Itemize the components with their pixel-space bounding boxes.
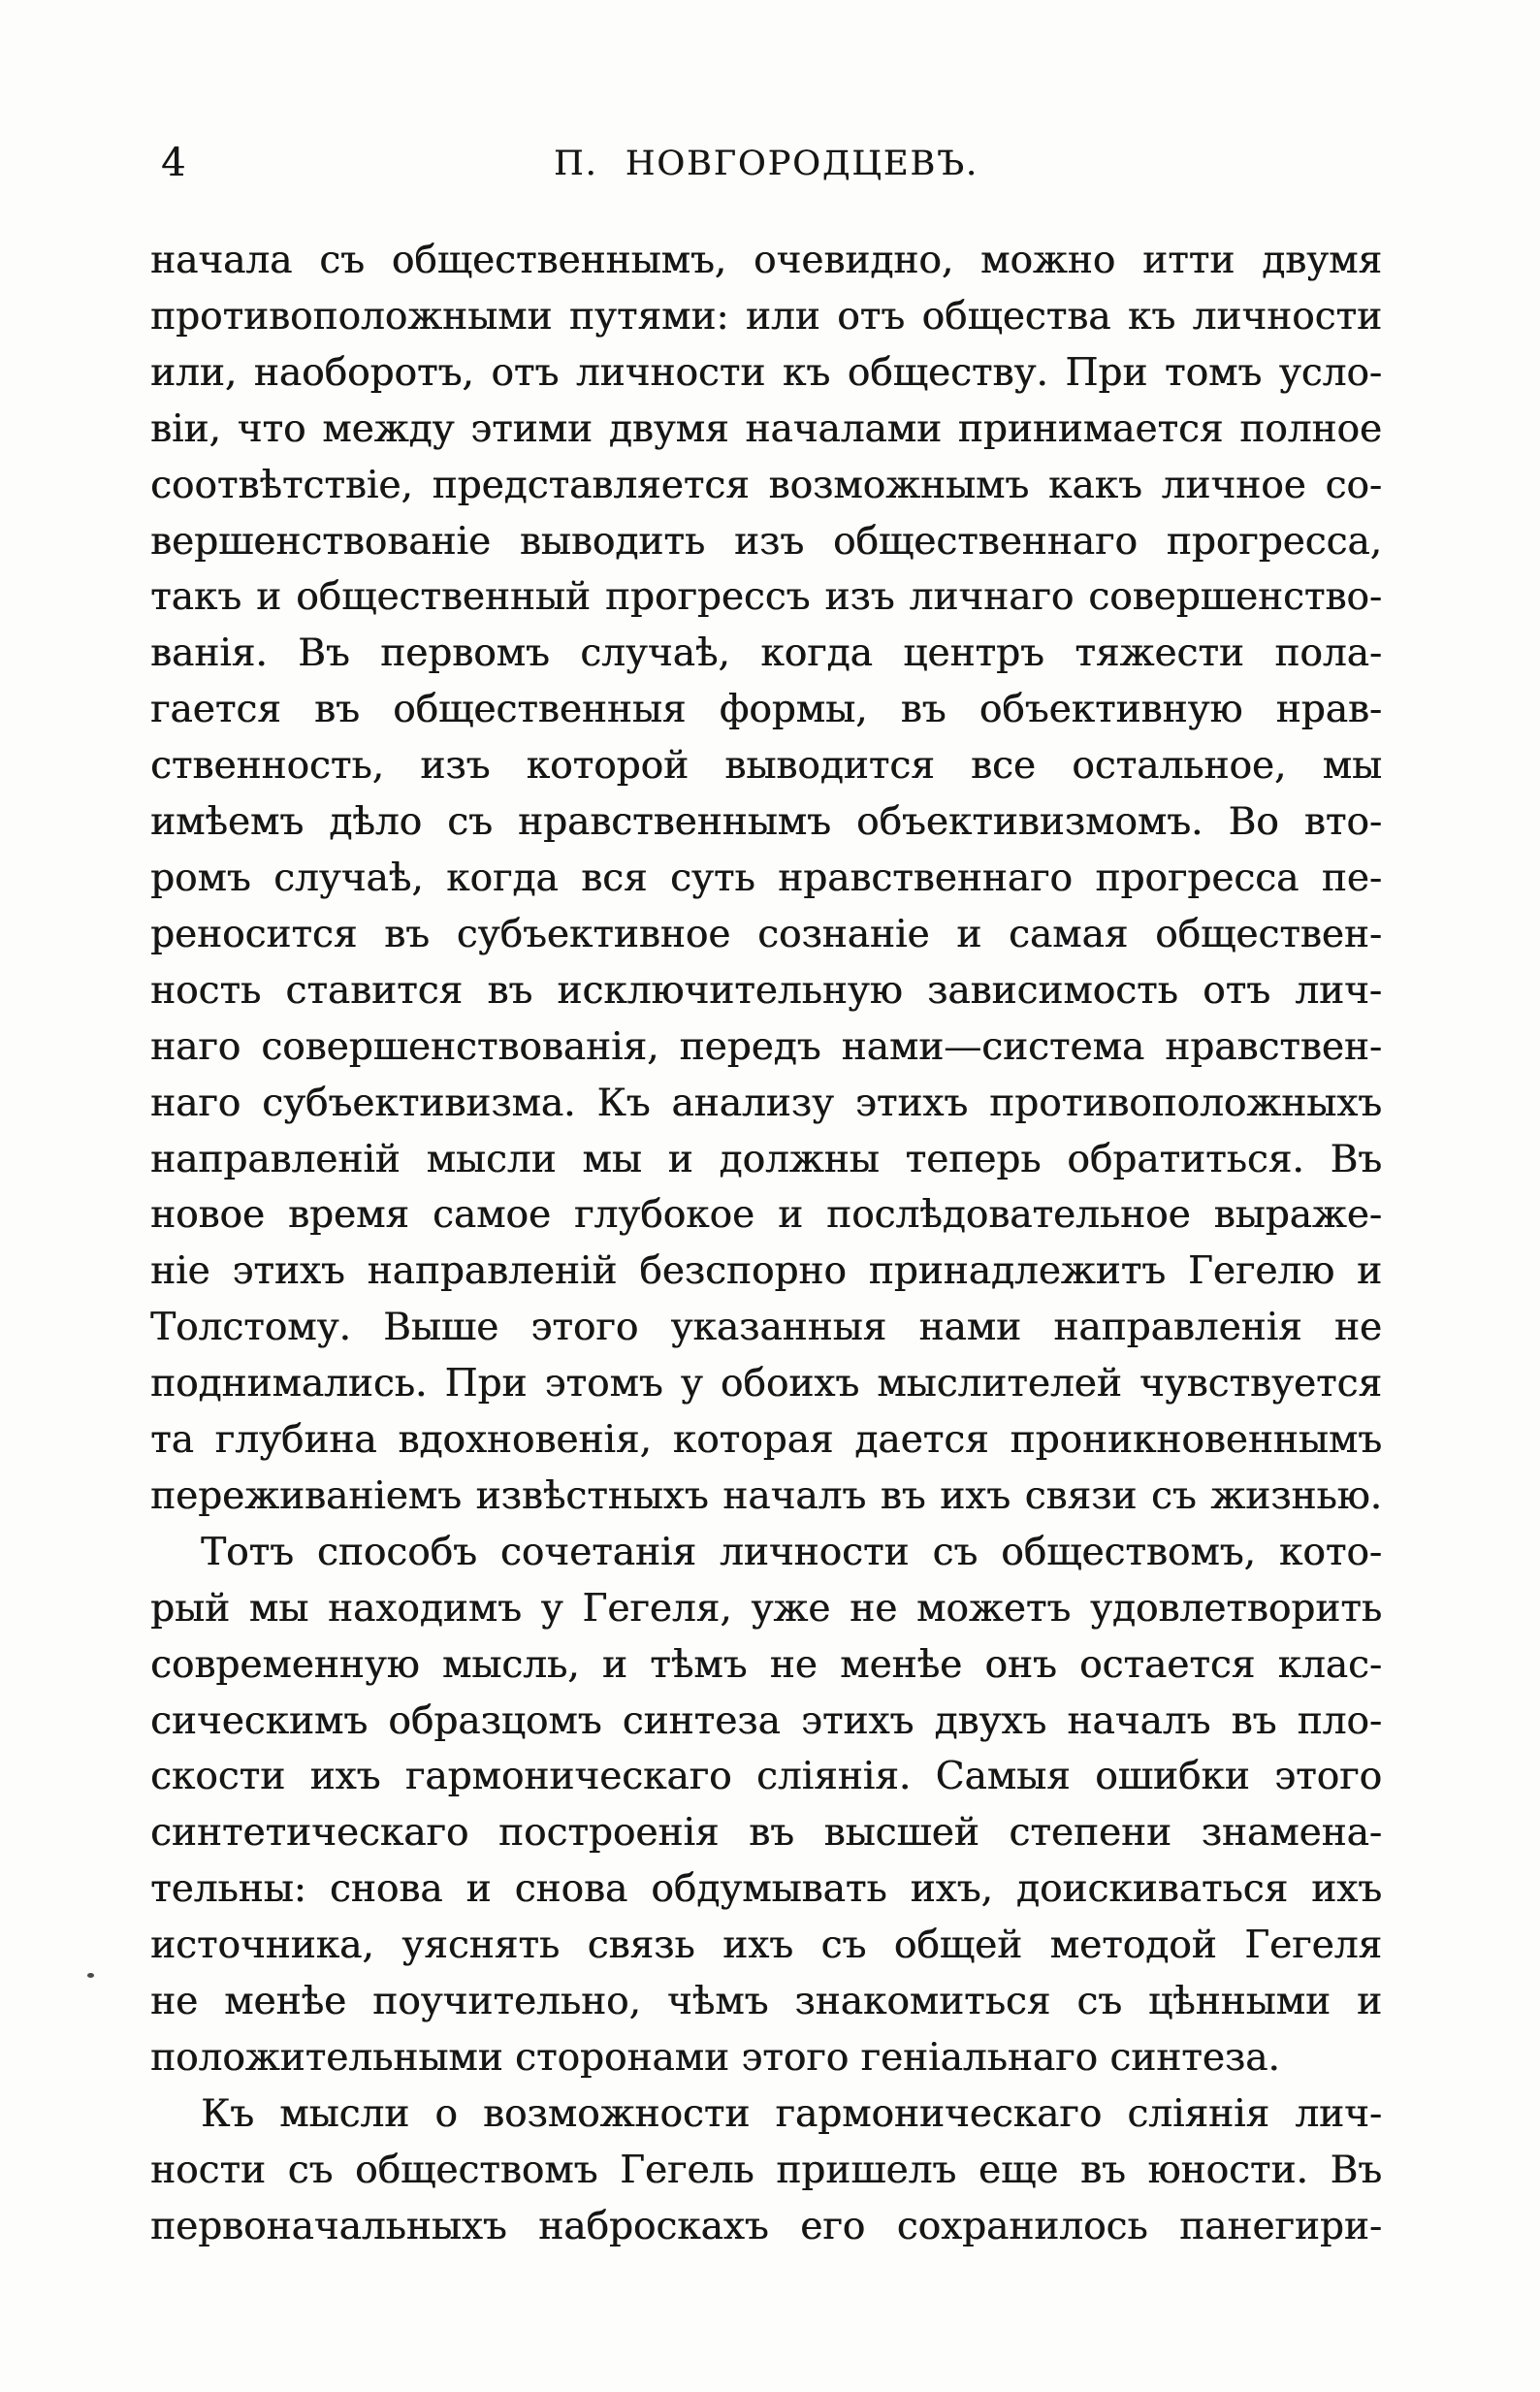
text-line: первоначальныхъ наброскахъ его сохранилось панегири- [150,2204,1382,2248]
text-line: источника, уяснять связь ихъ съ общей методой Гегеля [150,1923,1382,1968]
text-line: скости ихъ гармоническаго сліянія. Самыя ошибки этого [150,1755,1382,1799]
text-line: віи, что между этими двумя началами принимается полное [150,406,1382,451]
text-line: ственность, изъ которой выводится все остальное, мы [150,744,1382,789]
text-line: Толстому. Выше этого указанныя нами направленія не [150,1306,1382,1350]
text-line: наго субъективизма. Къ анализу этихъ противоположныхъ [150,1081,1382,1125]
text-line: синтетическаго построенія въ высшей степени знамена- [150,1811,1382,1856]
text-line: тельны: снова и снова обдумывать ихъ, доискиваться ихъ [150,1867,1382,1912]
text-line: новое время самое глубокое и послѣдовательное выраже- [150,1193,1382,1238]
text-line: рый мы находимъ у Гегеля, уже не можетъ удовлетворить [150,1586,1382,1631]
text-line: ромъ случаѣ, когда вся суть нравственнаго прогресса пе- [150,856,1382,900]
text-line: соотвѣтствіе, представляется возможнымъ какъ личное со- [150,463,1382,507]
text-line: Тотъ способъ сочетанія личности съ обществомъ, кото- [201,1530,1382,1574]
text-line: поднимались. При этомъ у обоихъ мыслителей чувствуется [150,1362,1382,1406]
text-line: реносится въ субъективное сознаніе и самая обществен- [150,912,1382,956]
text-line: современную мысль, и тѣмъ не менѣе онъ остается клас- [150,1642,1382,1687]
text-line: сическимъ образцомъ синтеза этихъ двухъ началъ въ пло- [150,1698,1382,1743]
page-number: 4 [161,141,186,185]
text-line: положительными сторонами этого геніальнаго синтеза. [150,2036,1280,2080]
text-line: ности съ обществомъ Гегель пришелъ еще въ юности. Въ [150,2148,1382,2192]
text-line: ность ставится въ исключительную зависимость отъ лич- [150,968,1382,1013]
text-line: наго совершенствованія, передъ нами—система нравствен- [150,1024,1382,1069]
text-line: переживаніемъ извѣстныхъ началъ въ ихъ связи съ жизнью. [150,1473,1382,1518]
text-line: вершенствованіе выводить изъ общественнаго прогресса, [150,519,1382,564]
text-line: противоположными путями: или отъ общества къ личности [150,294,1382,339]
text-line: имѣемъ дѣло съ нравственнымъ объективизмомъ. Во вто- [150,800,1382,845]
running-header: П. НОВГОРОДЦЕВЪ. [554,145,979,183]
text-line: такъ и общественный прогрессъ изъ личнаго совершенство- [150,575,1382,620]
text-line: ванія. Въ первомъ случаѣ, когда центръ тяжести пола- [150,631,1382,676]
text-line: не менѣе поучительно, чѣмъ знакомиться съ цѣнными и [150,1980,1382,2024]
text-line: или, наоборотъ, отъ личности къ обществу. При томъ усло- [150,350,1382,395]
text-line: ніе этихъ направленій безспорно принадлежитъ Гегелю и [150,1249,1382,1294]
text-line: гается въ общественныя формы, въ объективную нрав- [150,688,1382,732]
text-line: начала съ общественнымъ, очевидно, можно итти двумя [150,239,1382,282]
ink-speck [87,1973,94,1978]
body-text [150,233,1382,2255]
text-line: та глубина вдохновенія, которая дается проникновеннымъ [150,1418,1382,1463]
text-line: направленій мысли мы и должны теперь обратиться. Въ [150,1137,1382,1181]
text-line: Къ мысли о возможности гармоническаго сліянія лич- [201,2091,1382,2136]
